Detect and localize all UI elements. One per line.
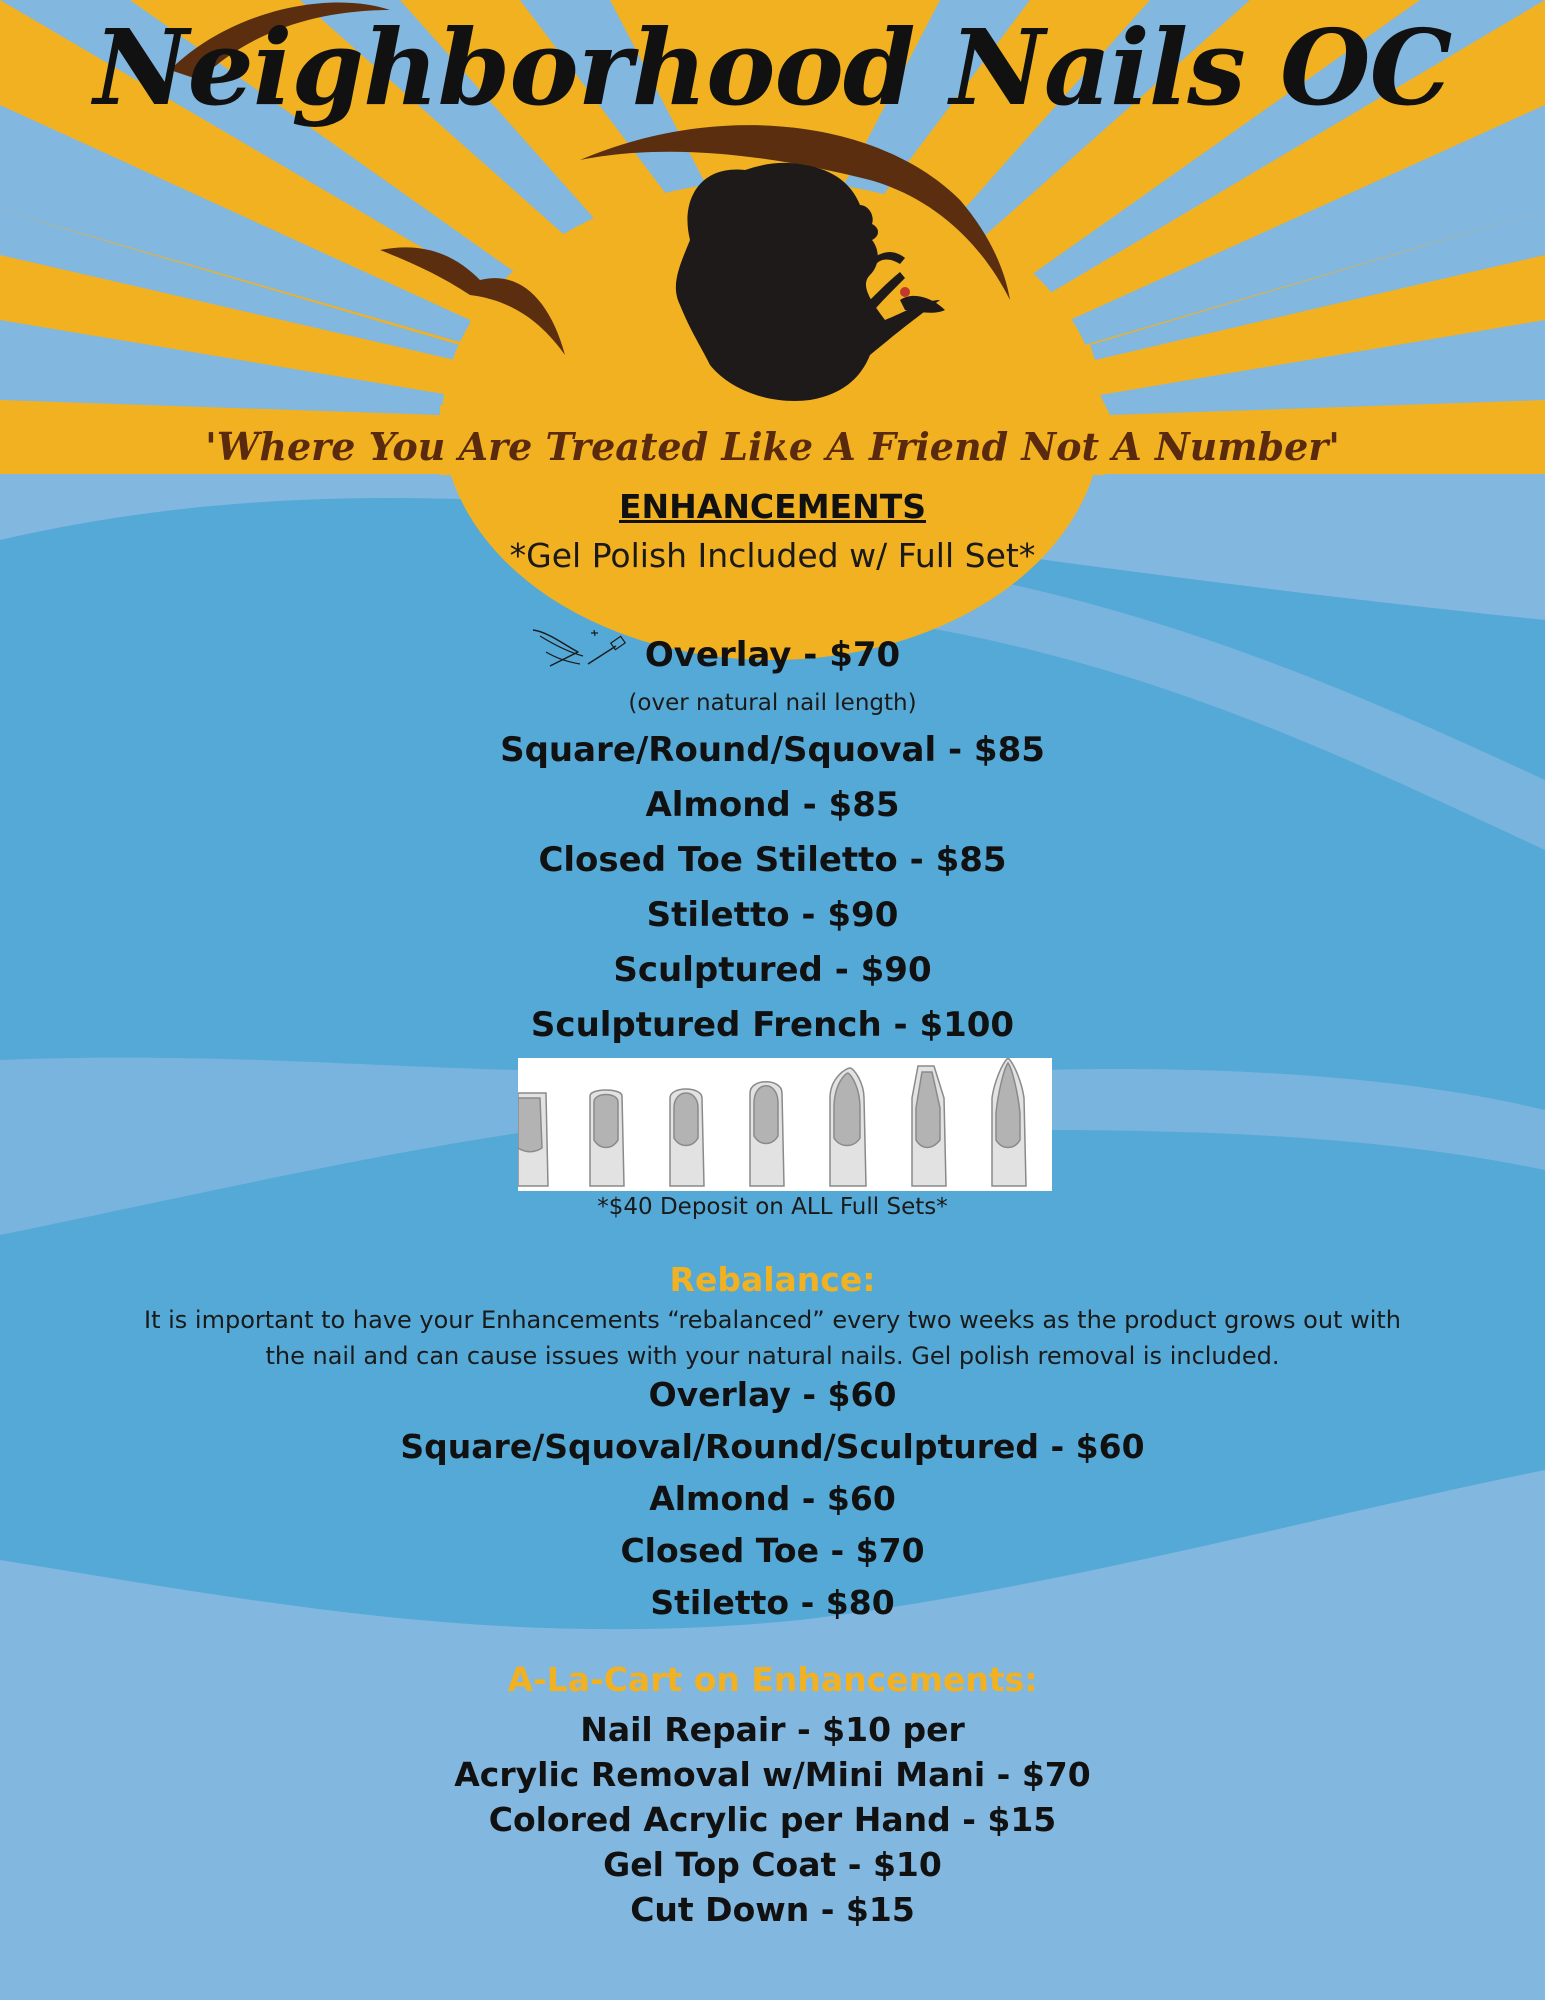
salon-title: Neighborhood Nails OC [93, 6, 1452, 129]
a-la-cart-item: Acrylic Removal w/Mini Mani - $70 [454, 1755, 1091, 1794]
deposit-note: *$40 Deposit on ALL Full Sets* [597, 1194, 948, 1220]
full-set-item: Closed Toe Stiletto - $85 [538, 840, 1007, 880]
a-la-cart-item: Gel Top Coat - $10 [603, 1845, 942, 1884]
salon-tagline: 'Where You Are Treated Like A Friend Not A Number' [205, 424, 1340, 469]
rebalance-description: It is important to have your Enhancements “rebalanced” every two weeks as the product grows out with the nail and can cause issues with your natural nails. Gel polish removal is included. [144, 1306, 1401, 1370]
full-set-item: Almond - $85 [645, 785, 900, 825]
a-la-cart-item: Nail Repair - $10 per [580, 1710, 965, 1749]
rebalance-title: Rebalance: [669, 1260, 876, 1299]
full-set-item: Stiletto - $90 [646, 895, 899, 935]
a-la-cart-item: Colored Acrylic per Hand - $15 [488, 1800, 1057, 1839]
rebalance-item: Overlay - $60 [648, 1375, 897, 1414]
rebalance-item: Stiletto - $80 [650, 1583, 895, 1622]
overlay-length-note: (over natural nail length) [628, 690, 917, 716]
full-set-item: Sculptured French - $100 [530, 1005, 1015, 1045]
full-set-item: Sculptured - $90 [613, 950, 932, 990]
full-set-item: Square/Round/Squoval - $85 [500, 730, 1045, 770]
a-la-cart-item: Cut Down - $15 [630, 1890, 915, 1929]
enhancements-heading: ENHANCEMENTS [619, 487, 926, 526]
rebalance-item: Almond - $60 [649, 1479, 896, 1518]
a-la-cart-title: A-La-Cart on Enhancements: [507, 1660, 1038, 1699]
gel-polish-note: *Gel Polish Included w/ Full Set* [509, 536, 1036, 575]
rebalance-item: Closed Toe - $70 [620, 1531, 925, 1570]
rebalance-item: Square/Squoval/Round/Sculptured - $60 [400, 1427, 1145, 1466]
nail-shapes-chart [518, 1058, 1052, 1191]
acrylic-full-sets-title: Acrylic Full Sets: [617, 585, 928, 624]
full-set-overlay: Overlay - $70 [644, 635, 901, 675]
